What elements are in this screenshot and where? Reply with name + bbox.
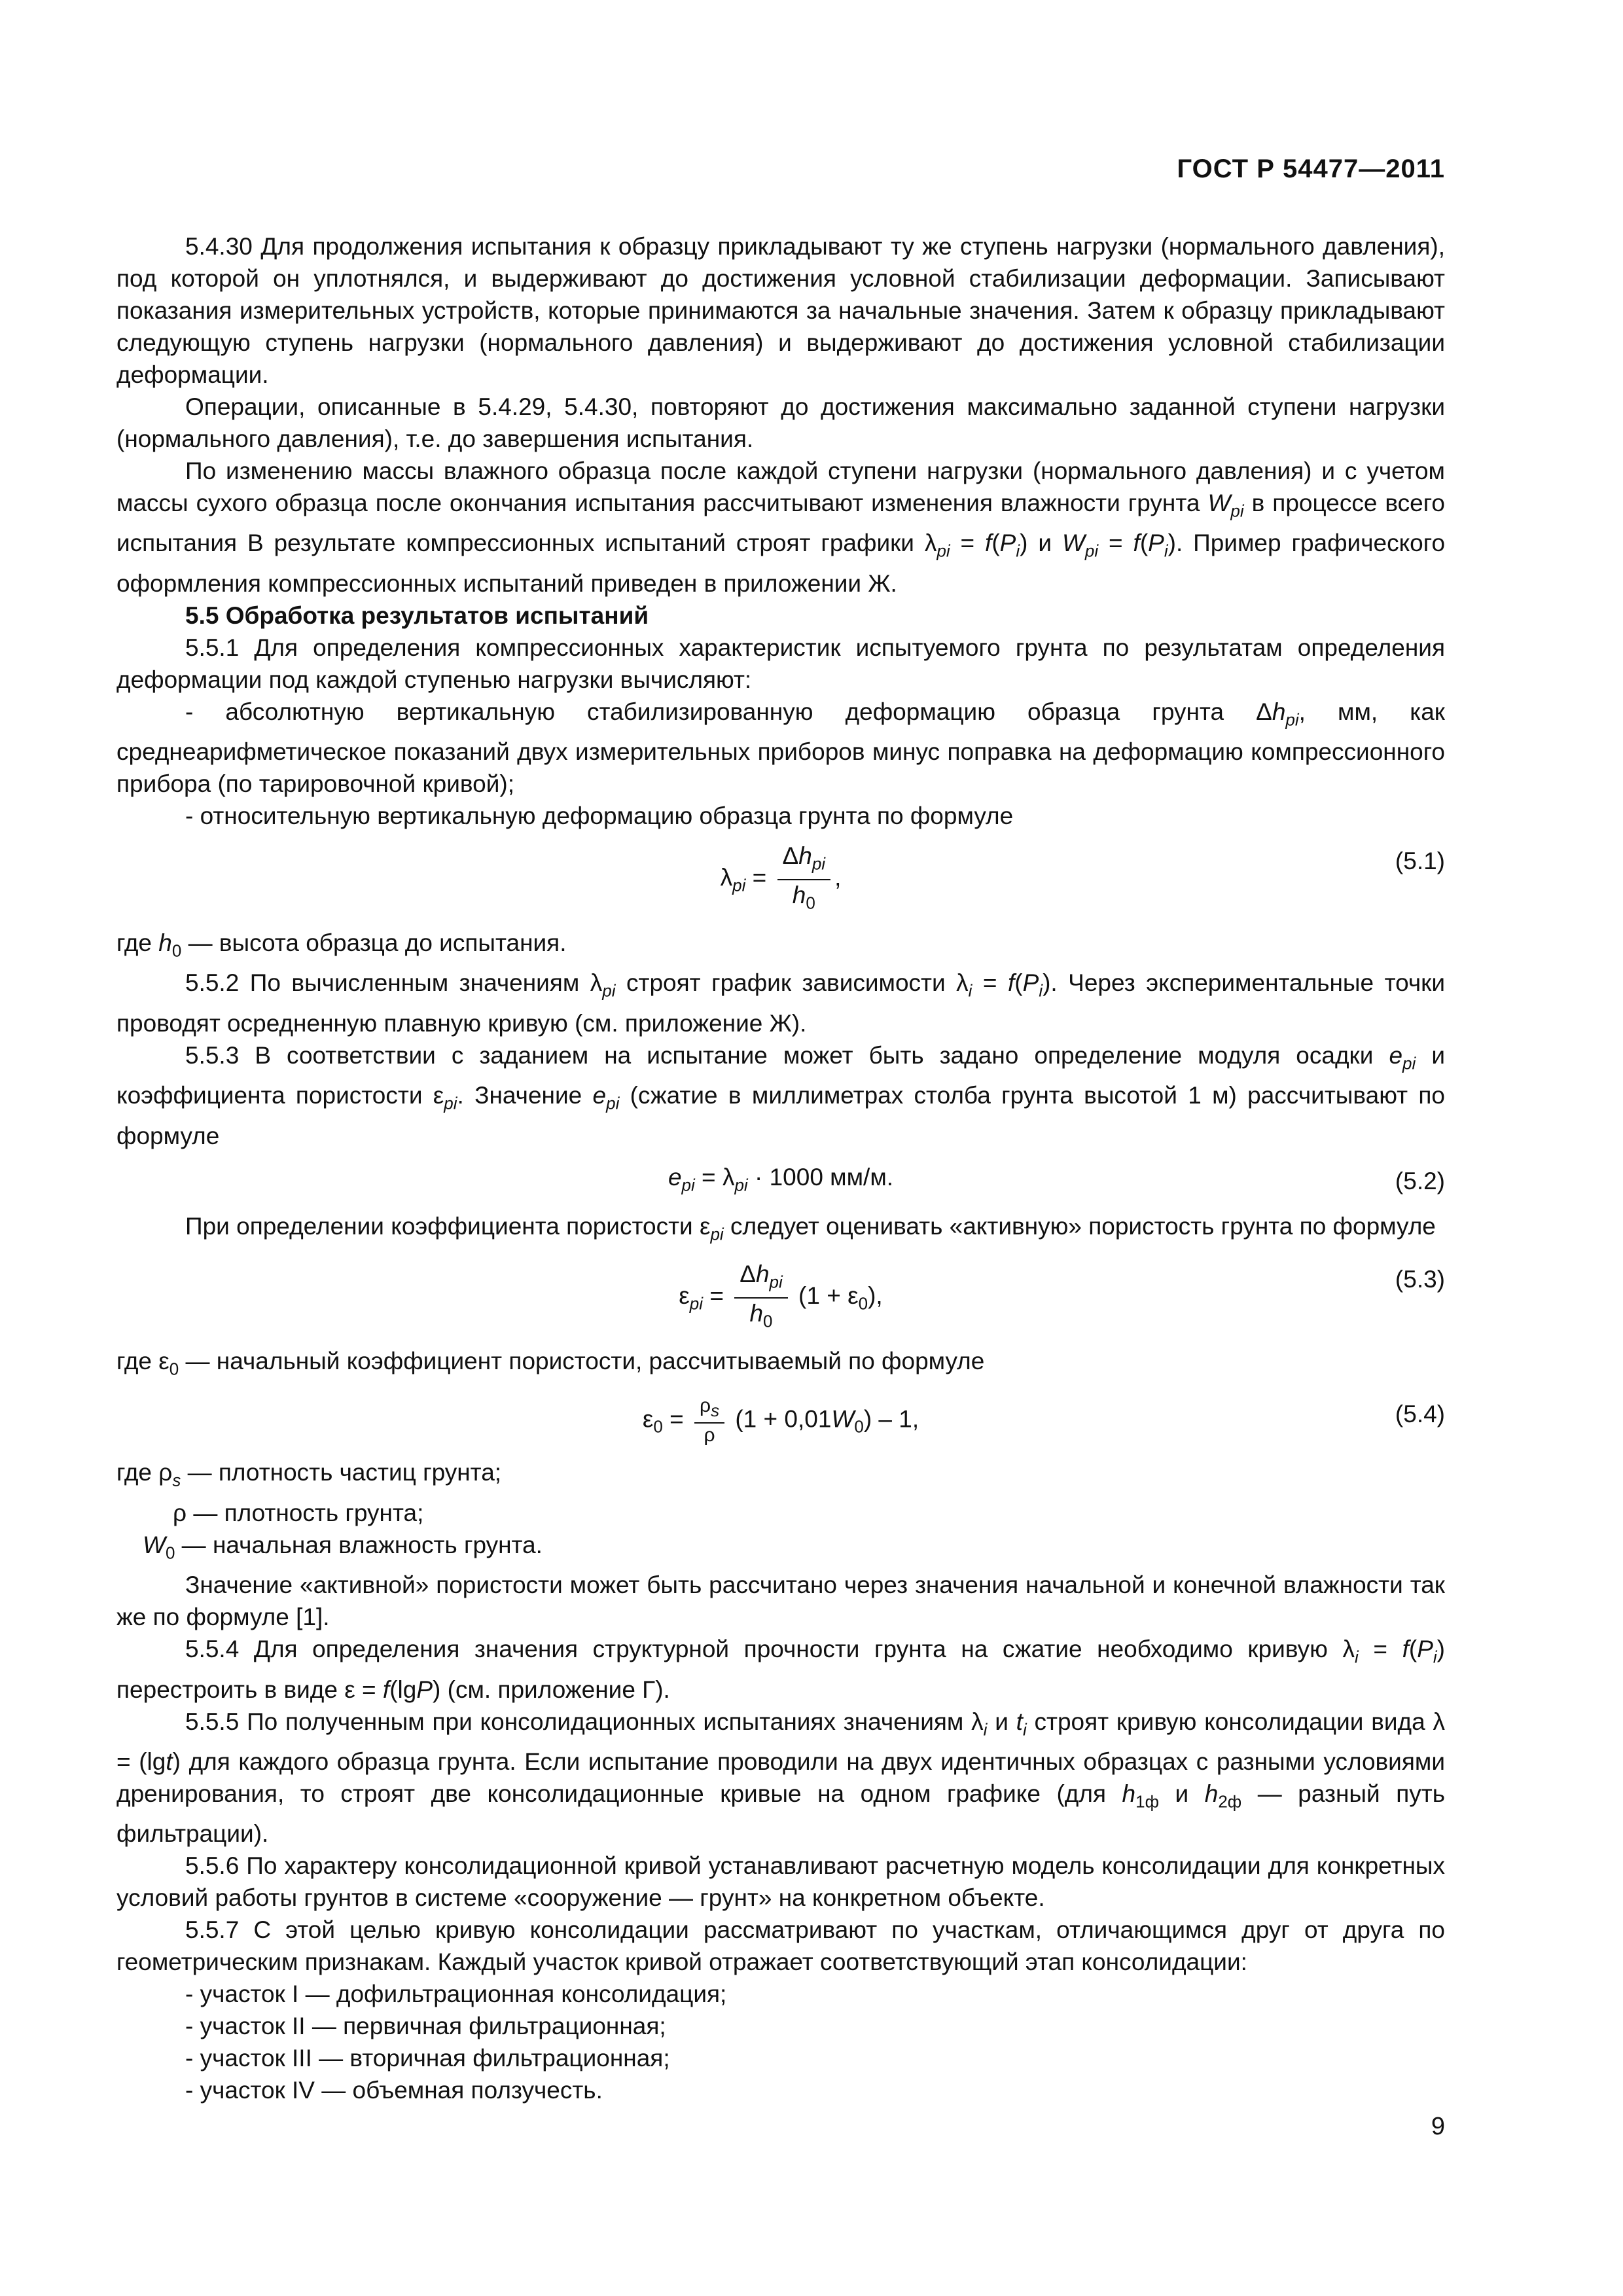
paragraph-5-5-4: 5.5.4 Для определения значения структурной прочности грунта на сжатие необходимо кривую $\lambda_i = f(P_i)$ перестроить в виде ε = f(lgP) (см. приложение Г). bbox=[116, 1636, 1445, 1703]
page-number: 9 bbox=[1431, 2113, 1445, 2140]
list-item-stage-2: - участок II — первичная фильтрационная; bbox=[185, 2013, 666, 2040]
paragraph-5-5-7: 5.5.7 С этой целью кривую консолидации рассматривают по участкам, отличающимся друг от друга по геометрическим признакам. Каждый участок кривой отражает соответствующий этап консолидации: bbox=[116, 1916, 1445, 1976]
definition-h0: где $h_0$ — высота образца до испытания. bbox=[116, 929, 567, 961]
formula-5-1: $\lambda_{pi}$ = $\frac{\Delta h_{pi}}{h_0}$ , (5.1) bbox=[720, 842, 1445, 912]
formula-5-3: $\varepsilon_{pi}$ = $\frac{\Delta h_{pi}}{h_0}$ $(1 + \varepsilon_0)$, (5.3) bbox=[679, 1261, 1445, 1331]
paragraph-5-4-30: 5.4.30 Для продолжения испытания к образцу прикладывают ту же ступень нагрузки (нормального давления), под которой он уплотнялся, и выдерживают до достижения условной стабилизации деформации. Записывают показания измерительных устройств, которые принимаются за начальные значения. Затем к образцу прикладывают следующую ступень нагрузки (нормального давления) и выдерживают до достижения условной стабилизации деформации. bbox=[116, 233, 1445, 388]
formula-number: (5.4) bbox=[1395, 1401, 1445, 1428]
list-item-relative-deformation: - относительную вертикальную деформацию образца грунта по формуле bbox=[185, 802, 1014, 830]
formula-number: (5.1) bbox=[1395, 848, 1445, 875]
definition-rho: ρ — плотность грунта; bbox=[173, 1499, 424, 1526]
formula-number: (5.2) bbox=[1395, 1167, 1445, 1194]
paragraph-5-5-3: 5.5.3 В соответствии с заданием на испытание может быть задано определение модуля осадки $e_{pi}$ и коэффициента пористости $\varepsilon_{pi}$. Значение $e_{pi}$ (сжатие в миллиметрах столба грунта высотой 1 м) рассчитывают по формуле bbox=[116, 1041, 1445, 1149]
formula-5-4: $\varepsilon_0$ = $\frac{\rho_s}{\rho}$ $(1 + 0,01W_0) - 1$, (5.4) bbox=[642, 1395, 1445, 1446]
document-header: ГОСТ Р 54477—2011 bbox=[1177, 154, 1445, 183]
paragraph-porosity: При определении коэффициента пористости $\varepsilon_{pi}$ следует оценивать «активную» пористость грунта по формуле bbox=[185, 1212, 1436, 1244]
page-body bbox=[116, 230, 1445, 2106]
paragraph-moisture: По изменению массы влажного образца после каждой ступени нагрузки (нормального давления) и с учетом массы сухого образца после окончания испытания рассчитывают изменения влажности грунта $W_{pi}$ в процессе всего испытания В результате компрессионных испытаний строят графики $\lambda_{pi} = f(P_i)$ и $W_{pi} = f(P_i)$. Пример графического оформления компрессионных испытаний приведен в приложении Ж. bbox=[116, 457, 1446, 597]
paragraph-5-5-2: 5.5.2 По вычисленным значениям $\lambda_{pi}$ строят график зависимости $\lambda_i = f(P_i)$. Через экспериментальные точки проводят осредненную плавную кривую (см. приложение Ж). bbox=[116, 969, 1445, 1037]
formula-5-2: $e_{pi} = \lambda_{pi} \cdot 1000$ мм/м. (5.2) bbox=[116, 1152, 1445, 1210]
list-item-stage-3: - участок III — вторичная фильтрационная; bbox=[185, 2045, 670, 2072]
paragraph-5-5-5: 5.5.5 По полученным при консолидационных испытаниях значениям $\lambda_i$ и $t_i$ строят кривую консолидации вида λ = (lgt) для каждого образца грунта. Если испытание проводили на двух идентичных образцах с разными условиями дренирования, то строят две консолидационные кривые на одном графике (для $h_{1ф}$ и $h_{2ф}$ — разный путь фильтрации). bbox=[116, 1708, 1446, 1848]
list-item-absolute-deformation: - абсолютную вертикальную стабилизированную деформацию образца грунта $\Delta h_{pi}$, мм, как среднеарифметическое показаний двух измерительных приборов минус поправка на деформацию компрессионного прибора (по тарировочной кривой); bbox=[116, 698, 1445, 798]
paragraph-active-porosity: Значение «активной» пористости может быть рассчитано через значения начальной и конечной влажности так же по формуле [1]. bbox=[116, 1571, 1445, 1631]
section-heading-5-5: 5.5 Обработка результатов испытаний bbox=[185, 601, 649, 629]
paragraph-5-5-1: 5.5.1 Для определения компрессионных характеристик испытуемого грунта по результатам определения деформации под каждой ступенью нагрузки вычисляют: bbox=[116, 634, 1445, 693]
definition-w0: $W_0$ — начальная влажность грунта. bbox=[143, 1531, 543, 1563]
definition-rho-s: где $\rho_s$ — плотность частиц грунта; bbox=[116, 1459, 502, 1490]
definition-e0: где $\varepsilon_0$ — начальный коэффициент пористости, рассчитываемый по формуле bbox=[116, 1348, 985, 1379]
paragraph-5-5-6: 5.5.6 По характеру консолидационной кривой устанавливают расчетную модель консолидации для конкретных условий работы грунтов в системе «сооружение — грунт» на конкретном объекте. bbox=[116, 1852, 1445, 1912]
list-item-stage-1: - участок I — дофильтрационная консолидация; bbox=[185, 1981, 727, 2008]
list-item-stage-4: - участок IV — объемная ползучесть. bbox=[185, 2077, 603, 2104]
paragraph-operations: Операции, описанные в 5.4.29, 5.4.30, повторяют до достижения максимально заданной ступени нагрузки (нормального давления), т.е. до завершения испытания. bbox=[116, 393, 1445, 452]
formula-number: (5.3) bbox=[1395, 1266, 1445, 1293]
